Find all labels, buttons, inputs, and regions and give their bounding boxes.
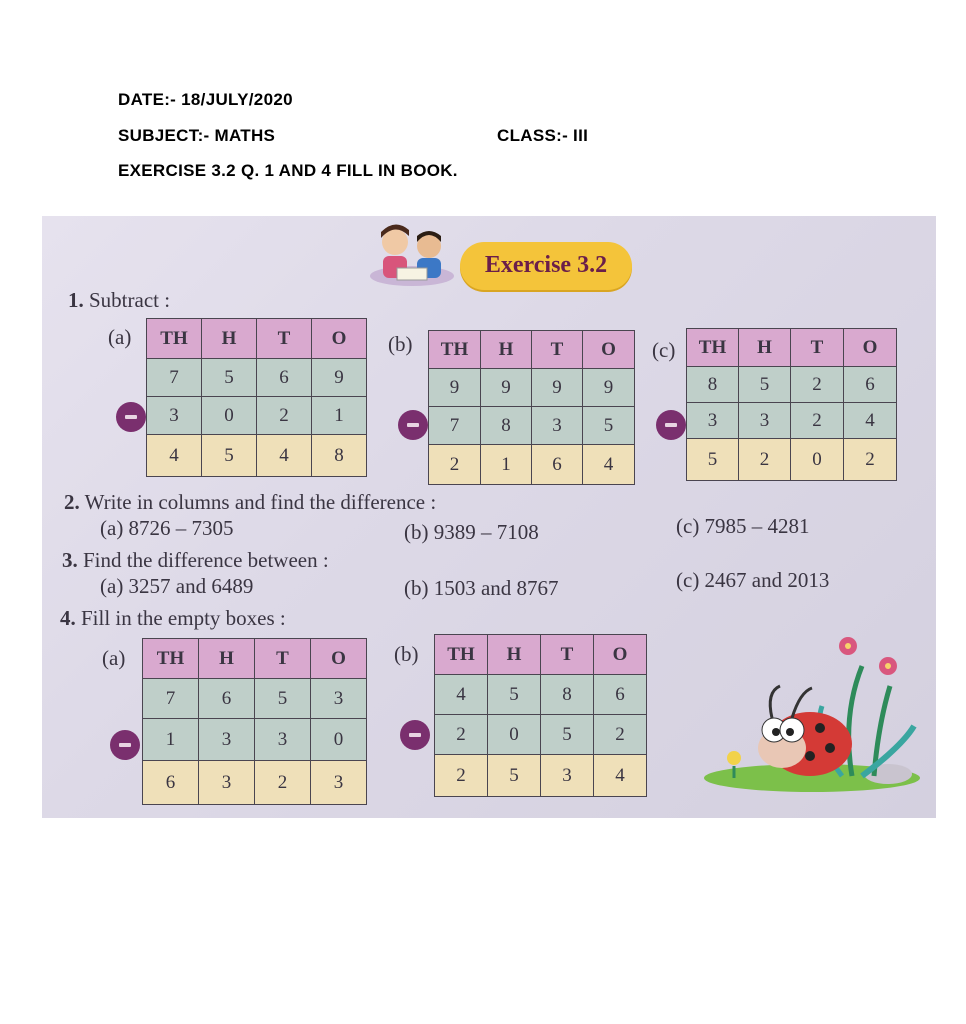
q4b-ans-h: 5 (488, 755, 541, 797)
q1c-r1-h: 5 (739, 367, 791, 403)
q1a-ans-h: 5 (202, 435, 257, 477)
q1a-r2-th: 3 (147, 397, 202, 435)
q1c-r2-t: 2 (791, 403, 844, 439)
q4b-grid (434, 634, 647, 797)
q1-text: Subtract : (89, 288, 171, 312)
q1a-label: (a) (108, 325, 132, 349)
q4b-r1-th: 4 (435, 675, 488, 715)
q1b-r1-th: 9 (429, 369, 481, 407)
q4a-r1-th: 7 (143, 679, 199, 719)
q4b-r1-o: 6 (594, 675, 647, 715)
q1b-r2-th: 7 (429, 407, 481, 445)
q4b-r1-h: 5 (488, 675, 541, 715)
q1a-r2-o: 1 (312, 397, 367, 435)
class-line: CLASS:- III (497, 126, 589, 145)
col-o: O (594, 635, 647, 675)
q2a: (a) 8726 – 7305 (100, 516, 234, 540)
q1b-ans-h: 1 (481, 445, 532, 485)
q4a-ans-t: 2 (255, 761, 311, 805)
q1c-r2-th: 3 (687, 403, 739, 439)
q1b-ans-th: 2 (429, 445, 481, 485)
col-th: TH (687, 329, 739, 367)
q4a-r1-t: 5 (255, 679, 311, 719)
col-th: TH (143, 639, 199, 679)
q1c-r1-o: 6 (844, 367, 897, 403)
q4b-r2-o: 2 (594, 715, 647, 755)
col-o: O (583, 331, 635, 369)
col-th: TH (429, 331, 481, 369)
q1a-r1-h: 5 (202, 359, 257, 397)
col-h: H (488, 635, 541, 675)
q4-text: Fill in the empty boxes : (81, 606, 286, 630)
q4a-r2-o: 0 (311, 719, 367, 761)
q1a-ans-t: 4 (257, 435, 312, 477)
q4a-r1-o: 3 (311, 679, 367, 719)
q1c-ans-h: 2 (739, 439, 791, 481)
q1b-r2-t: 3 (532, 407, 583, 445)
minus-icon (400, 720, 430, 750)
minus-icon (398, 410, 428, 440)
date-line: DATE:- 18/JULY/2020 (118, 90, 293, 109)
minus-icon (110, 730, 140, 760)
q1b-r1-o: 9 (583, 369, 635, 407)
q1c-ans-th: 5 (687, 439, 739, 481)
q4b-label: (b) (394, 642, 419, 666)
col-h: H (481, 331, 532, 369)
q1-number: 1. (68, 288, 84, 312)
minus-icon (116, 402, 146, 432)
col-th: TH (147, 319, 202, 359)
q1b-ans-o: 4 (583, 445, 635, 485)
q1c-ans-t: 0 (791, 439, 844, 481)
q4-number: 4. (60, 606, 76, 630)
q1c-label: (c) (652, 338, 676, 362)
q1c-grid (686, 328, 897, 481)
q3-number: 3. (62, 548, 78, 572)
exercise-banner-title: Exercise 3.2 (484, 252, 608, 278)
q4b-ans-th: 2 (435, 755, 488, 797)
q1c-r2-o: 4 (844, 403, 897, 439)
q2-heading (64, 490, 436, 515)
q4b-ans-t: 3 (541, 755, 594, 797)
q1a-r2-t: 2 (257, 397, 312, 435)
q2-text: Write in columns and find the difference : (84, 490, 437, 514)
q4b-r2-th: 2 (435, 715, 488, 755)
q1b-r1-h: 9 (481, 369, 532, 407)
q1a-r1-o: 9 (312, 359, 367, 397)
q2c: (c) 7985 – 4281 (676, 514, 810, 538)
q1a-r2-h: 0 (202, 397, 257, 435)
q1a-r1-t: 6 (257, 359, 312, 397)
q1b-r1-t: 9 (532, 369, 583, 407)
q4b-ans-o: 4 (594, 755, 647, 797)
q4a-label: (a) (102, 646, 126, 670)
q1b-grid (428, 330, 635, 485)
minus-icon (656, 410, 686, 440)
q3c: (c) 2467 and 2013 (676, 568, 830, 592)
q1a-r1-th: 7 (147, 359, 202, 397)
col-h: H (202, 319, 257, 359)
q4a-r2-t: 3 (255, 719, 311, 761)
col-t: T (541, 635, 594, 675)
q1c-r2-h: 3 (739, 403, 791, 439)
col-t: T (255, 639, 311, 679)
q4a-r2-th: 1 (143, 719, 199, 761)
subject-line: SUBJECT:- MATHS (118, 126, 276, 145)
q1b-ans-t: 6 (532, 445, 583, 485)
q1a-grid (146, 318, 367, 477)
exercise-instruction: EXERCISE 3.2 Q. 1 AND 4 FILL IN BOOK. (118, 161, 458, 180)
q1b-r2-h: 8 (481, 407, 532, 445)
col-t: T (257, 319, 312, 359)
q2b: (b) 9389 – 7108 (404, 520, 539, 544)
q3-text: Find the difference between : (83, 548, 329, 572)
ladybug-illustration (702, 626, 922, 796)
q4a-grid (142, 638, 367, 805)
q1b-label: (b) (388, 332, 413, 356)
q4a-ans-h: 3 (199, 761, 255, 805)
q4b-r1-t: 8 (541, 675, 594, 715)
kids-reading-illustration (357, 218, 467, 290)
q3b: (b) 1503 and 8767 (404, 576, 559, 600)
q4b-r2-t: 5 (541, 715, 594, 755)
col-o: O (844, 329, 897, 367)
q1c-r1-t: 2 (791, 367, 844, 403)
exercise-banner (460, 242, 632, 290)
q4-heading (60, 606, 286, 631)
textbook-photo (42, 216, 936, 818)
col-t: T (532, 331, 583, 369)
col-h: H (199, 639, 255, 679)
q4a-ans-o: 3 (311, 761, 367, 805)
col-t: T (791, 329, 844, 367)
q3-heading (62, 548, 329, 573)
q1c-ans-o: 2 (844, 439, 897, 481)
q2-number: 2. (64, 490, 80, 514)
q1-heading (68, 288, 170, 313)
q4b-r2-h: 0 (488, 715, 541, 755)
q1a-ans-th: 4 (147, 435, 202, 477)
col-o: O (311, 639, 367, 679)
col-th: TH (435, 635, 488, 675)
q4a-r1-h: 6 (199, 679, 255, 719)
q4a-ans-th: 6 (143, 761, 199, 805)
col-o: O (312, 319, 367, 359)
q3a: (a) 3257 and 6489 (100, 574, 254, 598)
q4a-r2-h: 3 (199, 719, 255, 761)
q1a-ans-o: 8 (312, 435, 367, 477)
col-h: H (739, 329, 791, 367)
q1b-r2-o: 5 (583, 407, 635, 445)
q1c-r1-th: 8 (687, 367, 739, 403)
